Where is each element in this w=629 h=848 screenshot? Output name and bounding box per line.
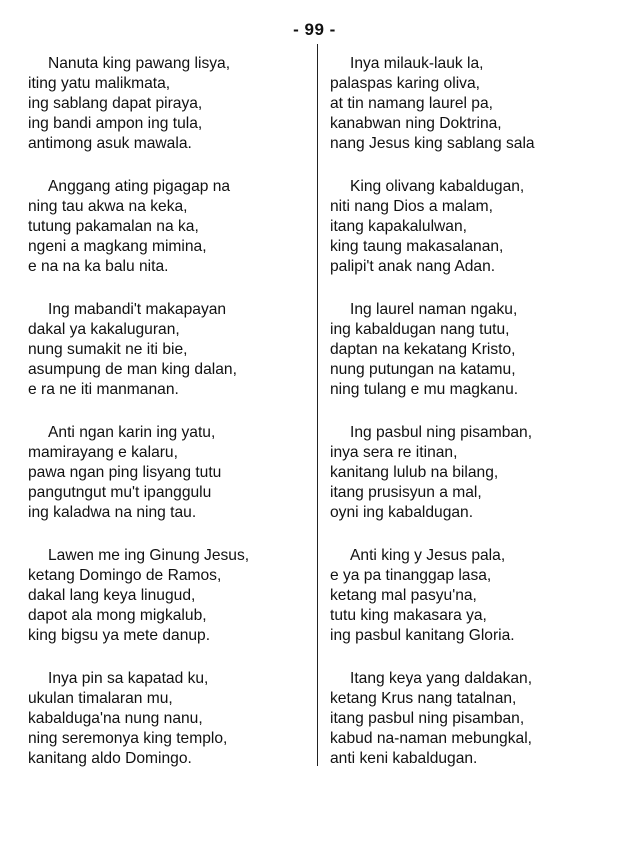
verse-line: e na na ka balu nita. bbox=[28, 258, 169, 275]
stanza bbox=[28, 546, 312, 669]
verse-line: antimong asuk mawala. bbox=[28, 135, 192, 152]
verse-line: dapot ala mong migkalub, bbox=[28, 607, 207, 624]
verse-line: itang kapakalulwan, bbox=[330, 218, 467, 235]
verse-line: e ra ne iti manmanan. bbox=[28, 381, 179, 398]
verse-line: iting yatu malikmata, bbox=[28, 75, 171, 92]
verse-line: oyni ing kabaldugan. bbox=[330, 504, 474, 521]
verse-line: Ing laurel naman ngaku, bbox=[350, 301, 518, 318]
verse-line: ketang Domingo de Ramos, bbox=[28, 567, 222, 584]
stanza bbox=[330, 177, 626, 300]
verse-line: ning seremonya king templo, bbox=[28, 730, 228, 747]
verse-line: asumpung de man king dalan, bbox=[28, 361, 237, 378]
column-divider bbox=[317, 44, 318, 766]
verse-line: ketang Krus nang tatalnan, bbox=[330, 690, 517, 707]
left-column bbox=[28, 54, 312, 792]
page-number: - 99 - bbox=[293, 20, 336, 39]
verse-line: Lawen me ing Ginung Jesus, bbox=[48, 547, 250, 564]
verse-line: tutu king makasara ya, bbox=[330, 607, 487, 624]
stanza bbox=[28, 669, 312, 792]
verse-line: ing pasbul kanitang Gloria. bbox=[330, 627, 515, 644]
stanza bbox=[330, 300, 626, 423]
verse-line: ukulan timalaran mu, bbox=[28, 690, 173, 707]
verse-line: ning tau akwa na keka, bbox=[28, 198, 188, 215]
stanza bbox=[28, 177, 312, 300]
verse-line: ning tulang e mu magkanu. bbox=[330, 381, 519, 398]
stanza bbox=[28, 54, 312, 177]
verse-line: at tin namang laurel pa, bbox=[330, 95, 493, 112]
verse-line: e ya pa tinanggap lasa, bbox=[330, 567, 492, 584]
stanza bbox=[28, 423, 312, 546]
verse-line: Nanuta king pawang lisya, bbox=[48, 55, 231, 72]
verse-line: dakal lang keya linugud, bbox=[28, 587, 196, 604]
verse-line: pawa ngan ping lisyang tutu bbox=[28, 464, 222, 481]
stanza bbox=[330, 54, 626, 177]
verse-line: Ing mabandi't makapayan bbox=[48, 301, 227, 318]
verse-line: Ing pasbul ning pisamban, bbox=[350, 424, 533, 441]
verse-line: pangutngut mu't ipanggulu bbox=[28, 484, 212, 501]
right-column bbox=[330, 54, 626, 792]
stanza bbox=[330, 546, 626, 669]
stanza bbox=[330, 669, 626, 792]
verse-line: palipi't anak nang Adan. bbox=[330, 258, 496, 275]
verse-line: dakal ya kakaluguran, bbox=[28, 321, 180, 338]
stanza bbox=[330, 423, 626, 546]
verse-line: Anti ngan karin ing yatu, bbox=[48, 424, 216, 441]
verse-line: anti keni kabaldugan. bbox=[330, 750, 478, 767]
verse-line: Inya milauk-lauk la, bbox=[350, 55, 484, 72]
verse-line: kabud na-naman mebungkal, bbox=[330, 730, 532, 747]
verse-line: ing kabaldugan nang tutu, bbox=[330, 321, 510, 338]
verse-line: nung sumakit ne iti bie, bbox=[28, 341, 188, 358]
verse-line: ing bandi ampon ing tula, bbox=[28, 115, 203, 132]
verse-line: itang prusisyun a mal, bbox=[330, 484, 482, 501]
verse-line: mamirayang e kalaru, bbox=[28, 444, 178, 461]
verse-line: daptan na kekatang Kristo, bbox=[330, 341, 516, 358]
stanza bbox=[28, 300, 312, 423]
verse-line: niti nang Dios a malam, bbox=[330, 198, 493, 215]
verse-line: palaspas karing oliva, bbox=[330, 75, 480, 92]
verse-line: Anti king y Jesus pala, bbox=[350, 547, 506, 564]
verse-line: kanabwan ning Doktrina, bbox=[330, 115, 502, 132]
verse-line: ing sablang dapat piraya, bbox=[28, 95, 203, 112]
verse-line: kanitang aldo Domingo. bbox=[28, 750, 192, 767]
verse-line: king bigsu ya mete danup. bbox=[28, 627, 211, 644]
verse-line: ngeni a magkang mimina, bbox=[28, 238, 207, 255]
verse-line: ketang mal pasyu'na, bbox=[330, 587, 477, 604]
verse-line: Anggang ating pigagap na bbox=[48, 178, 231, 195]
verse-line: itang pasbul ning pisamban, bbox=[330, 710, 525, 727]
verse-line: inya sera re itinan, bbox=[330, 444, 458, 461]
verse-line: king taung makasalanan, bbox=[330, 238, 504, 255]
verse-line: kanitang lulub na bilang, bbox=[330, 464, 499, 481]
verse-line: ing kaladwa na ning tau. bbox=[28, 504, 197, 521]
verse-line: King olivang kabaldugan, bbox=[350, 178, 525, 195]
verse-line: tutung pakamalan na ka, bbox=[28, 218, 199, 235]
verse-line: Itang keya yang daldakan, bbox=[350, 670, 533, 687]
verse-line: nang Jesus king sablang sala bbox=[330, 135, 535, 152]
verse-line: kabalduga'na nung nanu, bbox=[28, 710, 203, 727]
verse-line: Inya pin sa kapatad ku, bbox=[48, 670, 209, 687]
verse-line: nung putungan na katamu, bbox=[330, 361, 516, 378]
